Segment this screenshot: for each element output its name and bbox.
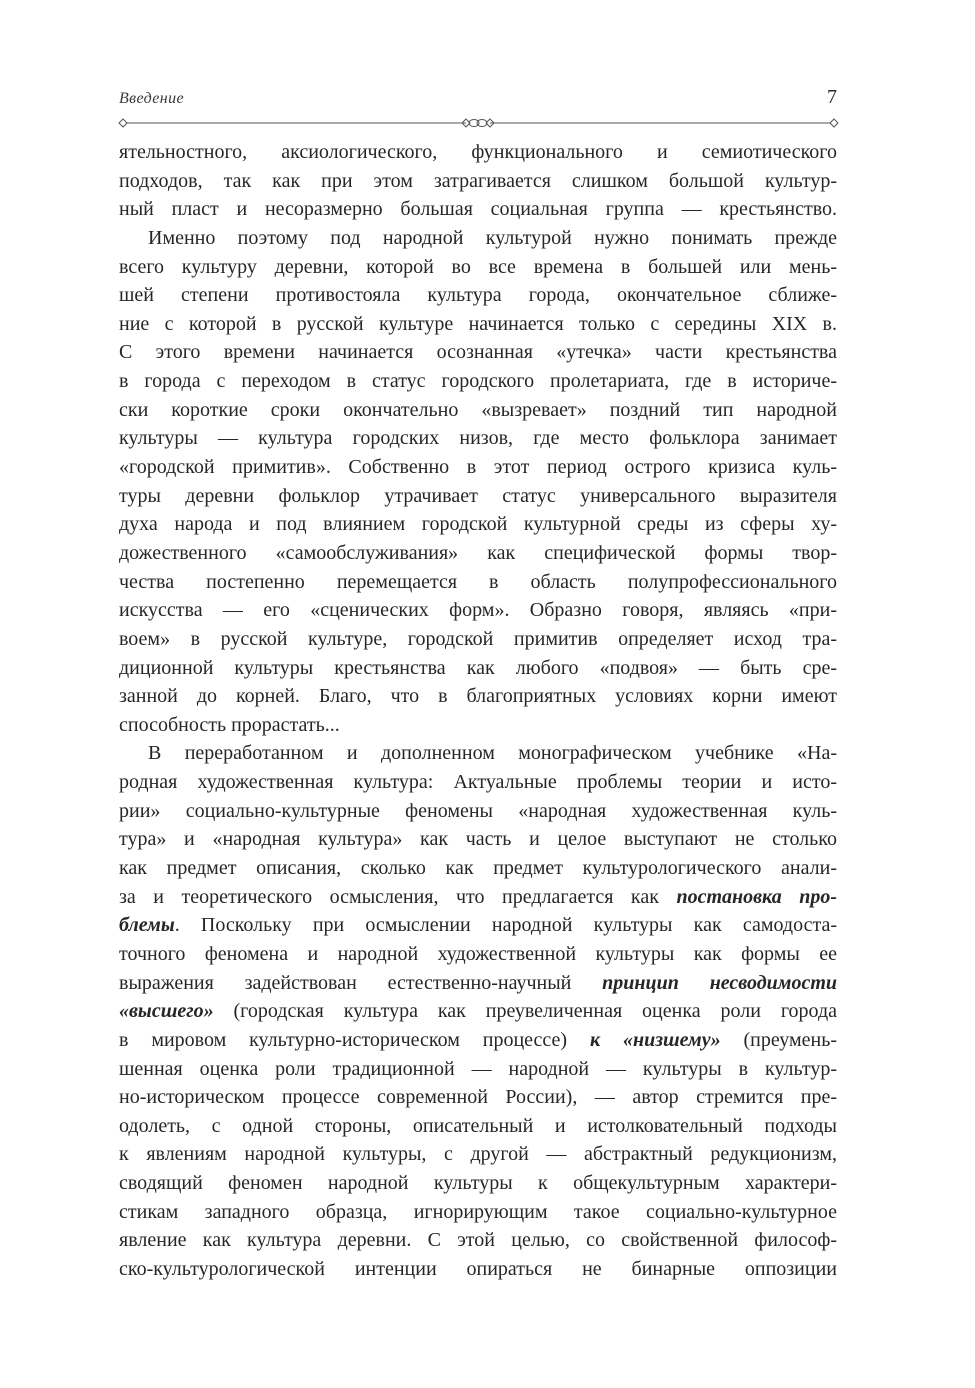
text-segment: способность прорастать... [119, 713, 340, 736]
text-segment: В переработанном и дополненном монографическом учебнике «На- [148, 742, 837, 765]
emphasis-text: «высшего» [119, 1000, 214, 1023]
text-line [119, 797, 837, 826]
text-segment: занной до корней. Благо, что в благоприятных условиях корни имеют [119, 685, 837, 708]
text-line [119, 825, 837, 854]
text-line [119, 253, 837, 282]
text-segment: ный пласт и несоразмерно большая социальная группа — крестьянство. [119, 198, 837, 221]
text-line [119, 969, 837, 998]
text-segment: (преумень- [720, 1028, 837, 1051]
text-line [119, 338, 837, 367]
text-segment: шей степени противостояла культура города, окончательное сближе- [119, 284, 837, 307]
rule-left-diamond-icon [119, 119, 127, 127]
text-line [119, 539, 837, 568]
text-segment: шенная оценка роли традиционной — народной — культуры в культур- [119, 1057, 837, 1080]
text-line [119, 1198, 837, 1227]
text-segment: искусства — его «сценических форм». Образно говоря, являясь «при- [119, 599, 837, 622]
text-line [119, 625, 837, 654]
text-segment: (городская культура как преувеличенная оценка роли города [213, 1000, 837, 1023]
text-line [119, 424, 837, 453]
text-line [119, 911, 837, 940]
paragraph [119, 138, 837, 224]
text-line [119, 654, 837, 683]
text-line [119, 568, 837, 597]
text-line [119, 281, 837, 310]
text-segment: в мировом культурно-историческом процессе) [119, 1028, 590, 1051]
text-line [119, 883, 837, 912]
text-segment: «городской примитив». Собственно в этот период острого кризиса куль- [119, 456, 837, 479]
text-segment: но-историческом процессе современной России), — автор стремится пре- [119, 1086, 837, 1109]
page-number: 7 [827, 86, 837, 108]
text-line [119, 138, 837, 167]
text-line [119, 1083, 837, 1112]
text-line [119, 1169, 837, 1198]
text-segment: в города с переходом в статус городского пролетариата, где в историче- [119, 370, 837, 393]
text-line [119, 453, 837, 482]
text-segment: . Поскольку при осмыслении народной культуры как самодоста- [174, 914, 837, 937]
text-line [119, 224, 837, 253]
text-segment: чества постепенно перемещается в область полупрофессионального [119, 570, 837, 593]
text-segment: С этого времени начинается осознанная «утечка» части крестьянства [119, 341, 837, 364]
text-line [119, 167, 837, 196]
paragraph [119, 224, 837, 740]
text-line [119, 940, 837, 969]
text-segment: родная художественная культура: Актуальные проблемы теории и исто- [119, 771, 837, 794]
text-segment: ски короткие сроки окончательно «вызревает» поздний тип народной [119, 398, 837, 421]
text-line [119, 396, 837, 425]
text-line [119, 854, 837, 883]
paragraph [119, 739, 837, 1283]
text-segment: точного феномена и народной художественной культуры как формы ее [119, 942, 837, 965]
text-segment: рии» социально-культурные феномены «народная художественная куль- [119, 799, 837, 822]
text-segment: явление как культура деревни. С этой целью, со свойственной философ- [119, 1229, 837, 1252]
text-line [119, 997, 837, 1026]
text-line [119, 482, 837, 511]
text-line [119, 739, 837, 768]
text-segment: ятельностного, аксиологического, функционального и семиотического [119, 141, 837, 163]
text-segment: Именно поэтому под народной культурой нужно понимать прежде [148, 226, 837, 249]
text-line [119, 1026, 837, 1055]
text-line [119, 682, 837, 711]
text-segment: дожественного «самообслуживания» как специфической формы твор- [119, 541, 837, 564]
text-line [119, 1055, 837, 1084]
text-line [119, 1255, 837, 1284]
text-line [119, 1226, 837, 1255]
header-ornament-rule [0, 110, 975, 136]
text-line [119, 1140, 837, 1169]
rule-right-diamond-icon [830, 119, 838, 127]
text-line [119, 711, 837, 740]
emphasis-text: блемы [119, 914, 175, 937]
text-segment: туры деревни фольклор утрачивает статус универсального выразителя [119, 484, 837, 507]
text-segment: подходов, так как при этом затрагивается слишком большой культур- [119, 169, 837, 192]
text-segment: выражения задействован естественно-научный [119, 971, 603, 994]
center-knot-icon [462, 119, 494, 127]
text-segment: к явлениям народной культуры, с другой — абстрактный редукционизм, [119, 1143, 837, 1166]
text-segment: сводящий феномен народной культуры к общекультурным характери- [119, 1172, 837, 1195]
text-line [119, 596, 837, 625]
text-segment: культуры — культура городских низов, где место фольклора занимает [119, 427, 837, 450]
text-line [119, 510, 837, 539]
text-segment: стикам западного образца, игнорирующим такое социально-культурное [119, 1200, 837, 1223]
text-line [119, 1112, 837, 1141]
text-segment: воем» в русской культуре, городской примитив определяет исход тра- [119, 627, 837, 650]
text-segment: ско-культурологической интенции опираться не бинарные оппозиции [119, 1257, 837, 1280]
body-text [119, 138, 837, 1284]
emphasis-text: постановка про- [676, 885, 837, 908]
text-line [119, 195, 837, 224]
section-title: Введение [119, 90, 185, 107]
text-segment: ние с которой в русской культуре начинается только с середины XIX в. [119, 312, 837, 335]
emphasis-text: к «низшему» [589, 1028, 721, 1051]
text-line [119, 367, 837, 396]
text-segment: духа народа и под влиянием городской культурной среды из сферы ху- [119, 513, 837, 536]
emphasis-text: принцип несводимости [602, 971, 837, 994]
text-segment: всего культуру деревни, которой во все времена в большей или мень- [119, 255, 837, 278]
text-segment: как предмет описания, сколько как предмет культурологического анали- [119, 857, 837, 880]
text-line [119, 768, 837, 797]
text-segment: тура» и «народная культура» как часть и целое выступают не столько [119, 828, 837, 851]
text-segment: за и теоретического осмысления, что предлагается как [119, 885, 677, 908]
text-line [119, 310, 837, 339]
text-segment: одолеть, с одной стороны, описательный и истолковательный подходы [119, 1114, 837, 1137]
text-segment: диционной культуры крестьянства как любого «подвоя» — быть сре- [119, 656, 837, 679]
